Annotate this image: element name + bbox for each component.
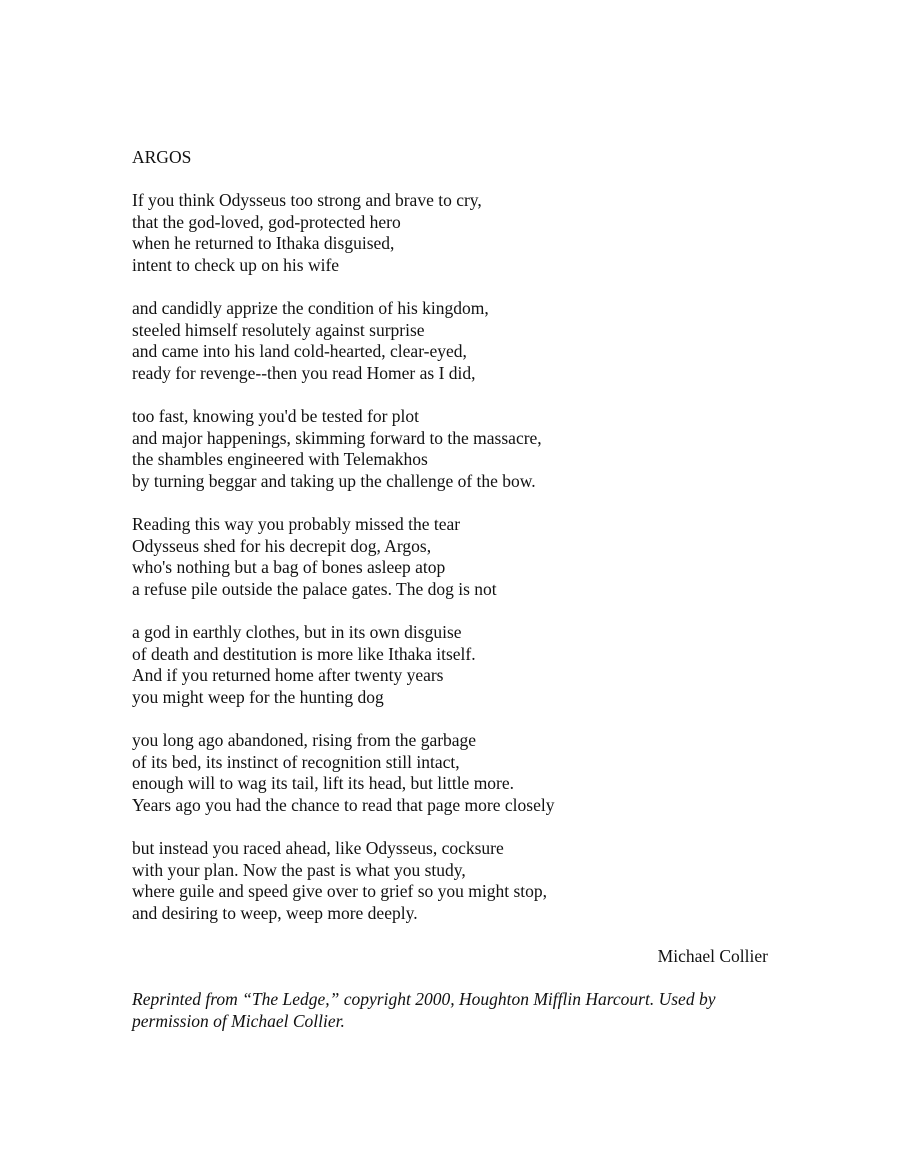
- poem-line: a refuse pile outside the palace gates. The dog is not: [132, 578, 497, 599]
- stanza-6: [132, 730, 772, 816]
- poem-line: with your plan. Now the past is what you study,: [132, 859, 466, 880]
- poem-line: enough will to wag its tail, lift its head, but little more.: [132, 773, 515, 794]
- credit-line: Reprinted from “The Ledge,” copyright 2000, Houghton Mifflin Harcourt. Used by: [132, 989, 716, 1010]
- poem-line: If you think Odysseus too strong and brave to cry,: [132, 190, 482, 211]
- poem-line: who's nothing but a bag of bones asleep atop: [132, 557, 446, 578]
- poem-line: and desiring to weep, weep more deeply.: [132, 902, 418, 923]
- poem-line: the shambles engineered with Telemakhos: [132, 449, 428, 470]
- poem-line: by turning beggar and taking up the challenge of the bow.: [132, 470, 536, 491]
- poem-line: and candidly apprize the condition of his kingdom,: [132, 298, 489, 319]
- stanza-2: [132, 298, 772, 384]
- poem-line: when he returned to Ithaka disguised,: [132, 233, 395, 254]
- stanza-7: [132, 838, 772, 924]
- poem-line: and came into his land cold-hearted, clear-eyed,: [132, 341, 467, 362]
- poem-line: of death and destitution is more like Ithaka itself.: [132, 643, 476, 664]
- stanza-4: [132, 514, 772, 600]
- poem-page: [132, 147, 772, 1032]
- poem-line: a god in earthly clothes, but in its own disguise: [132, 622, 462, 643]
- stanza-1: [132, 190, 772, 276]
- poem-title: ARGOS: [132, 147, 192, 167]
- poem-line: and major happenings, skimming forward to the massacre,: [132, 427, 542, 448]
- poem-line: And if you returned home after twenty years: [132, 665, 444, 686]
- poem-line: intent to check up on his wife: [132, 254, 340, 275]
- poem-line: too fast, knowing you'd be tested for plot: [132, 406, 419, 427]
- poem-line: Reading this way you probably missed the tear: [132, 514, 461, 535]
- credit-note: [132, 989, 772, 1032]
- poem-line: you long ago abandoned, rising from the garbage: [132, 730, 477, 751]
- poem-line: but instead you raced ahead, like Odysseus, cocksure: [132, 838, 504, 858]
- poem-line: ready for revenge--then you read Homer as I did,: [132, 362, 476, 383]
- poem-line: that the god-loved, god-protected hero: [132, 211, 401, 232]
- poem-line: where guile and speed give over to grief so you might stop,: [132, 881, 548, 902]
- credit-line: permission of Michael Collier.: [132, 1010, 345, 1031]
- poem-line: Odysseus shed for his decrepit dog, Argos,: [132, 535, 432, 556]
- poem-line: Years ago you had the chance to read that page more closely: [132, 794, 555, 815]
- stanza-3: [132, 406, 772, 492]
- poem-line: you might weep for the hunting dog: [132, 686, 384, 707]
- poem-line: steeled himself resolutely against surprise: [132, 319, 425, 340]
- poem-line: of its bed, its instinct of recognition still intact,: [132, 751, 460, 772]
- author-name: Michael Collier: [657, 945, 768, 966]
- stanza-5: [132, 622, 772, 708]
